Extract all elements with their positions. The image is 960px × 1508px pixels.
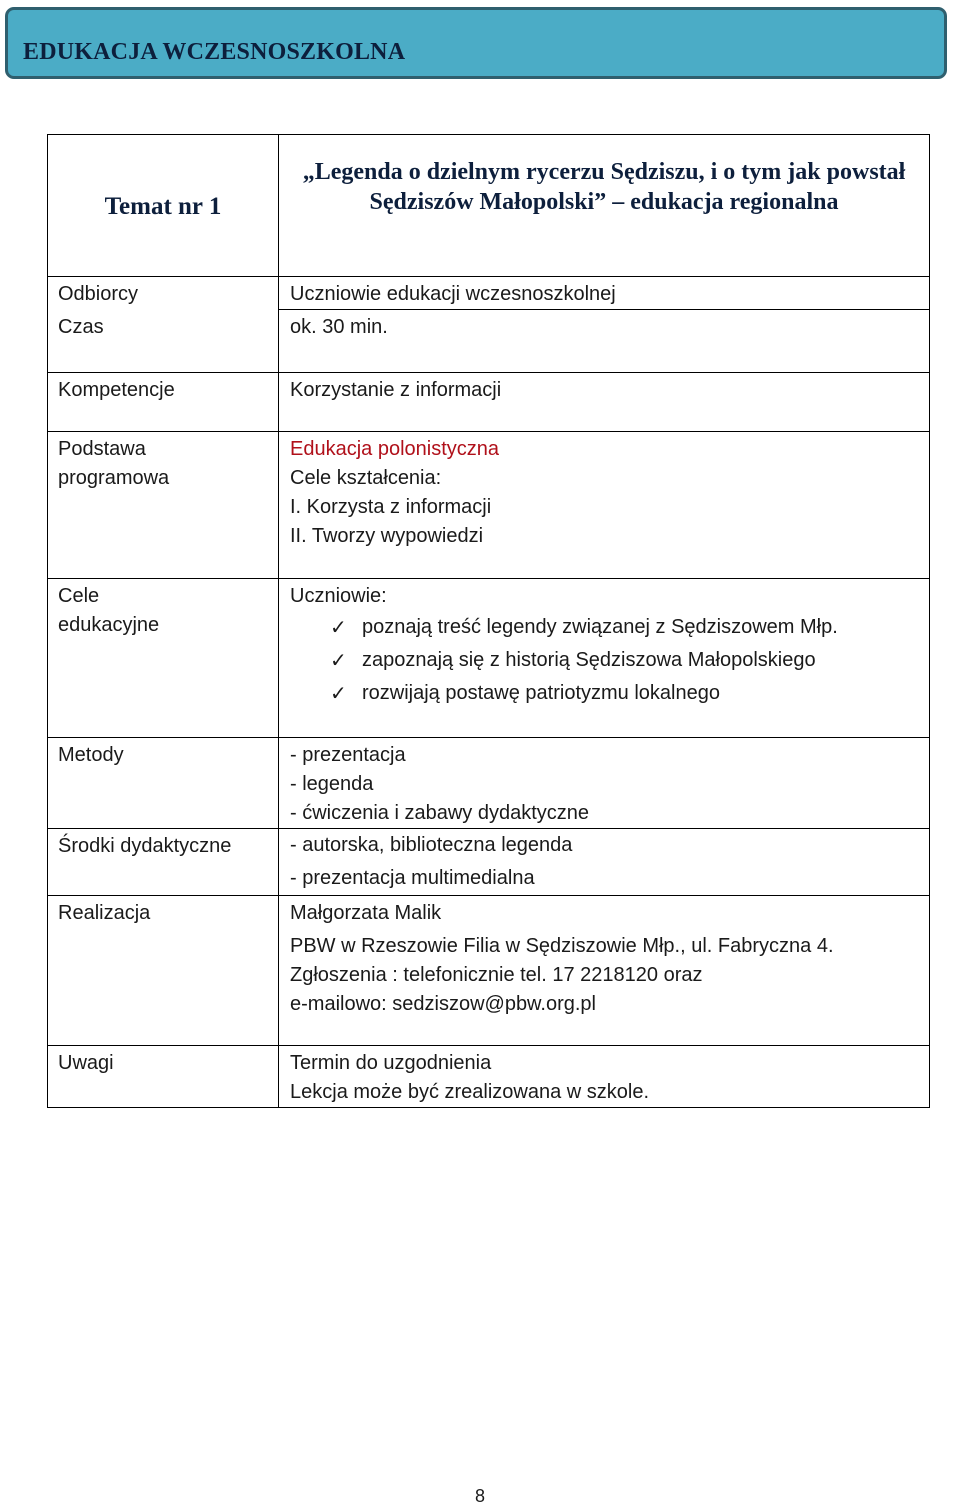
notes-label: Uwagi [48, 1046, 279, 1108]
realization-person: Małgorzata Malik [290, 902, 442, 924]
means-item-2: - prezentacja multimedialna [290, 867, 535, 889]
curriculum-label [48, 432, 279, 579]
means-label: Środki dydaktyczne [48, 829, 279, 896]
curriculum-row [48, 432, 930, 579]
lesson-plan-table [47, 134, 930, 1108]
methods-row [48, 738, 930, 829]
methods-item-3: - ćwiczenia i zabawy dydaktyczne [290, 802, 590, 824]
methods-item-1: - prezentacja [290, 744, 406, 766]
time-row [48, 310, 930, 373]
realization-row [48, 896, 930, 1046]
checkmark-icon: ✓ [330, 648, 347, 672]
recipients-row [48, 277, 930, 310]
aims-label [48, 579, 279, 738]
aims-intro: Uczniowie: [290, 585, 387, 607]
topic-label-cell [48, 135, 279, 277]
curriculum-goal-1: I. Korzysta z informacji [290, 496, 492, 518]
realization-email: e-mailowo: sedziszow@pbw.org.pl [290, 993, 596, 1015]
notes-line-1: Termin do uzgodnienia [290, 1052, 492, 1074]
list-item: ✓ zapoznają się z historią Sędziszowa Małopolskiego [330, 644, 919, 677]
recipients-label: Odbiorcy [48, 277, 279, 310]
topic-title-cell [279, 135, 930, 277]
notes-line-2: Lekcja może być zrealizowana w szkole. [290, 1081, 650, 1103]
curriculum-label-line-1: Podstawa [58, 438, 146, 460]
notes-row [48, 1046, 930, 1108]
time-label: Czas [48, 310, 279, 373]
means-item-1: - autorska, biblioteczna legenda [290, 834, 573, 856]
topic-title: „Legenda o dzielnym rycerzu Sędziszu, i o tym jak powstał Sędziszów Małopolski” – edukacja regionalna [302, 159, 906, 215]
list-item: ✓ rozwijają postawę patriotyzmu lokalnego [330, 677, 919, 710]
checkmark-icon: ✓ [330, 681, 347, 705]
means-value [279, 829, 930, 896]
competences-label: Kompetencje [48, 373, 279, 432]
methods-value [279, 738, 930, 829]
realization-value [279, 896, 930, 1046]
topic-label: Temat nr 1 [104, 193, 222, 220]
curriculum-goal-2: II. Tworzy wypowiedzi [290, 525, 484, 547]
methods-item-2: - legenda [290, 773, 374, 795]
notes-value [279, 1046, 930, 1108]
curriculum-value [279, 432, 930, 579]
realization-phone: Zgłoszenia : telefonicznie tel. 17 2218120 oraz [290, 964, 703, 986]
page-number: 8 [474, 1486, 485, 1506]
section-title: EDUKACJA WCZESNOSZKOLNA [23, 39, 406, 65]
section-banner [5, 7, 947, 79]
checkmark-icon: ✓ [330, 615, 347, 639]
list-item: ✓ poznają treść legendy związanej z Sędziszowem Młp. [330, 611, 919, 644]
curriculum-goals-heading: Cele kształcenia: [290, 467, 442, 489]
realization-label: Realizacja [48, 896, 279, 1046]
aims-row [48, 579, 930, 738]
competences-row [48, 373, 930, 432]
methods-label: Metody [48, 738, 279, 829]
curriculum-label-line-2: programowa [58, 467, 170, 489]
aims-list [290, 611, 919, 710]
aims-value [279, 579, 930, 738]
means-row [48, 829, 930, 896]
time-value: ok. 30 min. [279, 310, 930, 373]
recipients-value: Uczniowie edukacji wczesnoszkolnej [279, 277, 930, 310]
competences-value: Korzystanie z informacji [279, 373, 930, 432]
realization-place: PBW w Rzeszowie Filia w Sędziszowie Młp., ul. Fabryczna 4. [290, 935, 834, 957]
aims-label-line-1: Cele [58, 585, 100, 607]
aims-label-line-2: edukacyjne [58, 614, 160, 636]
curriculum-subject: Edukacja polonistyczna [290, 438, 500, 460]
topic-row [48, 135, 930, 277]
